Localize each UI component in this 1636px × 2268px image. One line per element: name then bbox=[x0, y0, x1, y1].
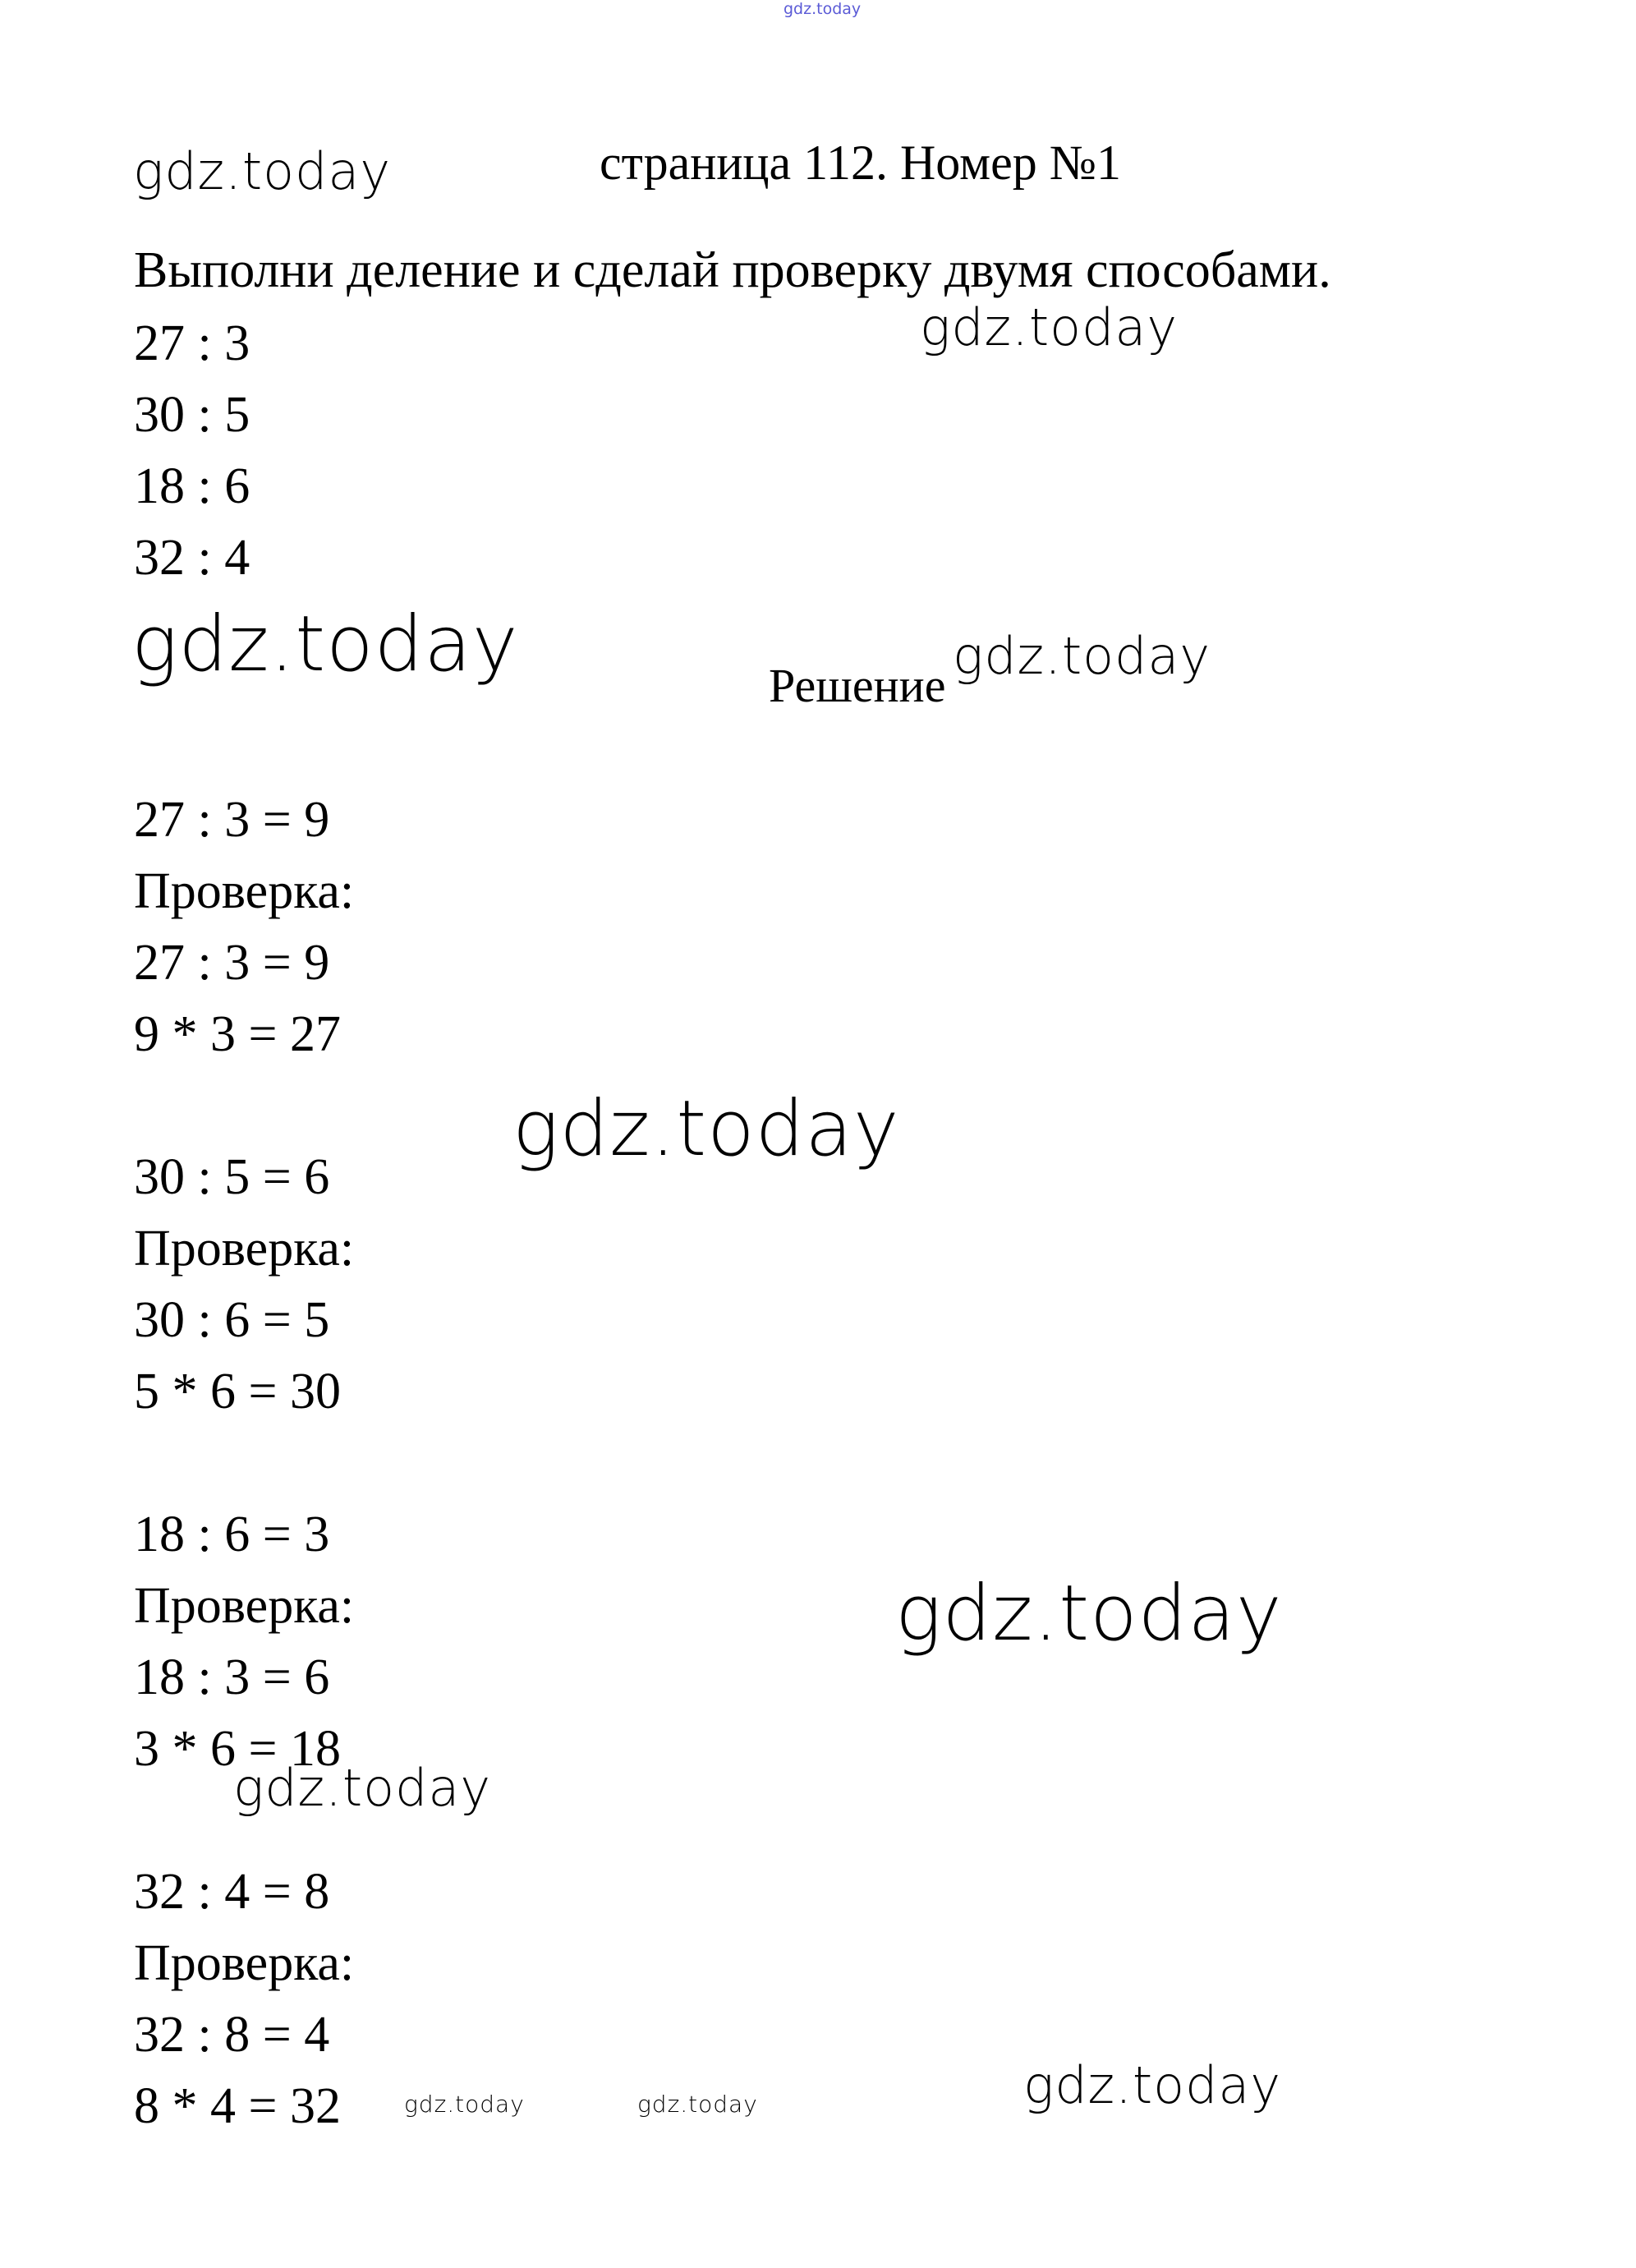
page-title: страница 112. Номер №1 bbox=[600, 136, 1121, 190]
task-item: 27 : 3 bbox=[134, 315, 250, 371]
check-line: 5 * 6 = 30 bbox=[134, 1364, 341, 1419]
check-line: 8 * 4 = 32 bbox=[134, 2078, 341, 2134]
watermark: gdz.today bbox=[512, 1084, 900, 1174]
solution-result: 27 : 3 = 9 bbox=[134, 792, 330, 848]
check-line: 9 * 3 = 27 bbox=[134, 1006, 341, 1062]
watermark: gdz.today bbox=[233, 1758, 492, 1818]
check-label: Проверка: bbox=[134, 1578, 355, 1634]
top-site-link[interactable]: gdz.today bbox=[784, 0, 862, 18]
check-line: 27 : 3 = 9 bbox=[134, 935, 330, 991]
solution-result: 30 : 5 = 6 bbox=[134, 1149, 330, 1205]
watermark: gdz.today bbox=[920, 297, 1179, 357]
task-item: 18 : 6 bbox=[134, 458, 250, 514]
watermark: gdz.today bbox=[1023, 2055, 1282, 2115]
task-item: 32 : 4 bbox=[134, 530, 250, 586]
watermark: gdz.today bbox=[895, 1569, 1283, 1658]
check-label: Проверка: bbox=[134, 1935, 355, 1991]
check-line: 3 * 6 = 18 bbox=[134, 1721, 341, 1777]
watermark: gdz.today bbox=[133, 141, 392, 201]
task-text: Выполни деление и сделай проверку двумя способами. bbox=[134, 242, 1331, 298]
watermark: gdz.today bbox=[953, 626, 1211, 686]
check-label: Проверка: bbox=[134, 863, 355, 919]
check-label: Проверка: bbox=[134, 1221, 355, 1277]
check-line: 18 : 3 = 6 bbox=[134, 1649, 330, 1705]
check-line: 32 : 8 = 4 bbox=[134, 2007, 330, 2063]
watermark: gdz.today bbox=[637, 2091, 758, 2118]
solution-result: 32 : 4 = 8 bbox=[134, 1864, 330, 1920]
check-line: 30 : 6 = 5 bbox=[134, 1292, 330, 1348]
solution-result: 18 : 6 = 3 bbox=[134, 1507, 330, 1562]
task-item: 30 : 5 bbox=[134, 387, 250, 443]
solution-heading: Решение bbox=[769, 659, 946, 712]
watermark: gdz.today bbox=[131, 600, 519, 689]
watermark: gdz.today bbox=[404, 2091, 525, 2118]
